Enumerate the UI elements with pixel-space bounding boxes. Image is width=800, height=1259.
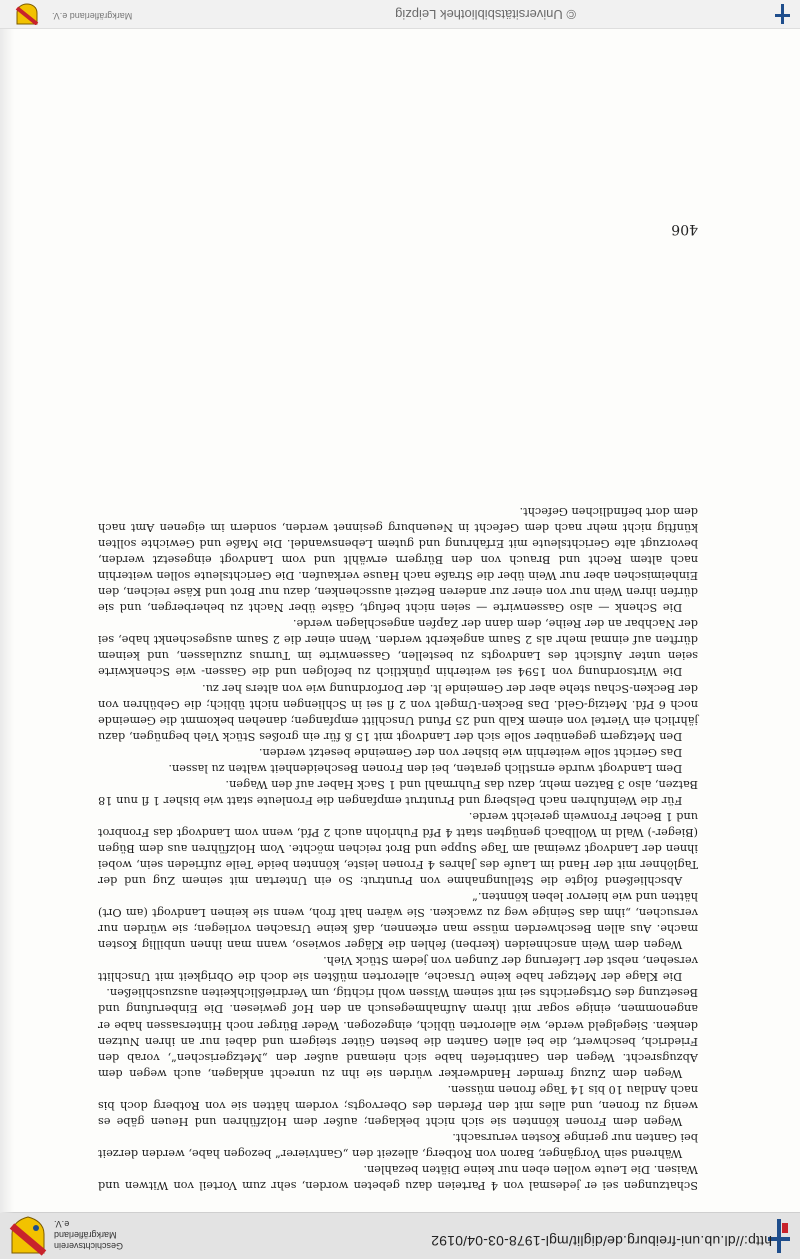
provider-credit: © Universitätsbibliothek Leipzig bbox=[395, 7, 576, 22]
paragraph: Die Schenk — also Gassenwirte — seien nicht befugt, Gäste über Nacht zu beherbergen, und sie dürfen ihren Wein nur von einer zur anderen Betzeit ausschenken, dazu nur Brot und Käse reichen, den Einheimischen aber nur Wein über die Straße nach Hause verkaufen. Die Gerichtsleute sollen weiterhin nach altem Recht und Brauch von den Bürgern erwählt und vom Landvogt eingesetzt werden, bevorzugt alte Gerichtsleute mit Erfahrung und gutem Lebenswandel. Die Maße und Gewichte sollten künftig nicht mehr nach dem Gefecht in Neuenburg gesinnet werden, sondern im eigenen Amt nach dem dort befindlichen Gefecht. bbox=[98, 505, 698, 615]
paragraph: Dem Landvogt wurde ernstlich geraten, bei den Fronen Bescheidenheit walten zu lassen. bbox=[168, 761, 683, 775]
society-label: Markgräflerland e.V. bbox=[52, 11, 133, 21]
society-label: Geschichtsverein Markgräflerland e.V. bbox=[54, 1219, 124, 1251]
paragraph: Die Klage der Metzger habe keine Ursache, allerorten müßten sie doch die Obrigkeit mit Unschlitt versehen, nebst der Lieferung der Zungen von jedem Stück Vieh. bbox=[98, 954, 698, 984]
paragraph: Schatzungen sei er jedesmal von 4 Parteien dazu gebeten worden, sehr zum Vorteil von Witwen und Waisen. Die Leute wollen eben nur keine Diäten bezahlen. bbox=[98, 1162, 698, 1192]
paragraph: Den Metzgern gegenüber solle sich der Landvogt mit 15 ß für ein großes Stück Vieh begnügen, dazu jährlich ein Viertel von einem Kalb und 25 Pfund Unschlitt empfangen; danehen bekommt die Gemeinde noch 6 Pfd. Metzig-Geld. Das Becken-Umgelt von 2 fl sei in Schliengen nicht üblich; die Gebühren von der Becken-Schau stehe aber der Gemeinde lt. der Dorfordnung wie von alters her zu. bbox=[98, 681, 698, 743]
paragraph: Abschließend folgte die Stellungnahme von Pruntrut: So ein Untertan mit seinem Zug und der Taglöhner mit der Hand im Laufe des Jahres 4 Fronen leiste, könnten beide Teile zufrieden sein, wobei ihnen der Landvogt zweimal am Tage Suppe und Brot reichen möchte. Vom Holzführen aus dem Bügen (Bieger-) Wald in Wollbach genügten statt 4 Pfd Fuhrlohn auch 2 Pfd, wenn vom Landvogt das Fronbrot und 1 Becher Fronwein gereicht werde. bbox=[98, 809, 698, 888]
viewer-footer bbox=[0, 0, 800, 29]
paragraph: Wegen dem Fronen könnten sie sich nicht beklagen; außer dem Holzführen und Heuen gäbe es wenig zu fronen, und alles mit den Pferden des Obervogts; vordem hätten sie von Rotberg doch bis nach Andlau 10 bis 14 Tage fronen müssen. bbox=[98, 1082, 698, 1128]
page-edge-shadow bbox=[0, 28, 14, 1213]
page-number: 406 bbox=[671, 221, 698, 237]
society-crest-icon bbox=[12, 3, 42, 25]
library-logo-icon bbox=[772, 3, 792, 25]
viewer-header bbox=[0, 1212, 800, 1259]
page-body bbox=[98, 503, 698, 1193]
paragraph: Das Gericht solle weiterhin wie bisher von der Gemeinde besetzt werden. bbox=[258, 745, 683, 759]
society-crest-icon[interactable] bbox=[8, 1216, 48, 1256]
paragraph: Wegen dem Wein anschneiden (kerben) fehlen die Kläger sowieso, wann man ihnen unbillig Kosten mache. Aus allen Beschwerden müsse man erkennen, daß keine Ursachen vorliegen; sie würden nur versuchen, „ihm das Seinige weg zu zwacken. Sie wären halt froh, wenn sie keinen Landvogt (am Ort) hätten und wie hiervor leben könnten.“ bbox=[98, 890, 698, 952]
paragraph: Die Wirtsordnung von 1594 sei weiterhin pünktlich zu befolgen und die Gassen- wie Schenkwirte seien unter Aufsicht des Landvogts zu bestellen, Gassenwirte im Turnus zuzulassen, und keinem dürften auf einmal mehr als 2 Saum angekerbt werden. Wenn einer die 2 Saum ausgeschenkt habe, sei der Nachbar an der Reihe, dem dann der Zapfen angeschlagen werde. bbox=[98, 617, 698, 679]
paragraph: Für die Weinfuhren nach Delsberg und Pruntrut empfangen die Fronleute statt wie bisher 1 fl nun 18 Batzen, also 3 Batzen mehr, dazu das Fuhrmahl und 1 Sack Haber auf den Wagen. bbox=[98, 777, 698, 807]
document-url[interactable]: http://dl.ub.uni-freiburg.de/diglit/mgl-1978-03-04/0192 bbox=[431, 1233, 772, 1249]
paragraph: Während sein Vorgänger, Baron von Rotberg, allezeit den „Gantvierer“ bezogen habe, werden derzeit bei Ganten nur geringe Kosten verursacht. bbox=[98, 1130, 698, 1160]
paragraph: Wegen dem Zuzug fremder Handwerker würden sie ihn zu unrecht anklagen, auch wegen dem Abzugsrecht. Wegen den Gantbriefen habe sich niemand außer den „Metzgerischen“, vorab den Friedrich, beschwert, die bei allen Ganten die besten Güter steigern und dabei nur an ihren Nutzen denken. Siegelgeld werde, wie allerorten üblich, eingezogen. Weder Bürger noch Hintersassen habe er angenommen, einige sogar mit ihrem Aufnahmegesuch an den Hof gewiesen. Die Einberufung und Besetzung des Ortsgerichts sei mit seinem Wissen wohl richtig, um Verdrießlichkeiten auszuschließen. bbox=[98, 986, 698, 1080]
